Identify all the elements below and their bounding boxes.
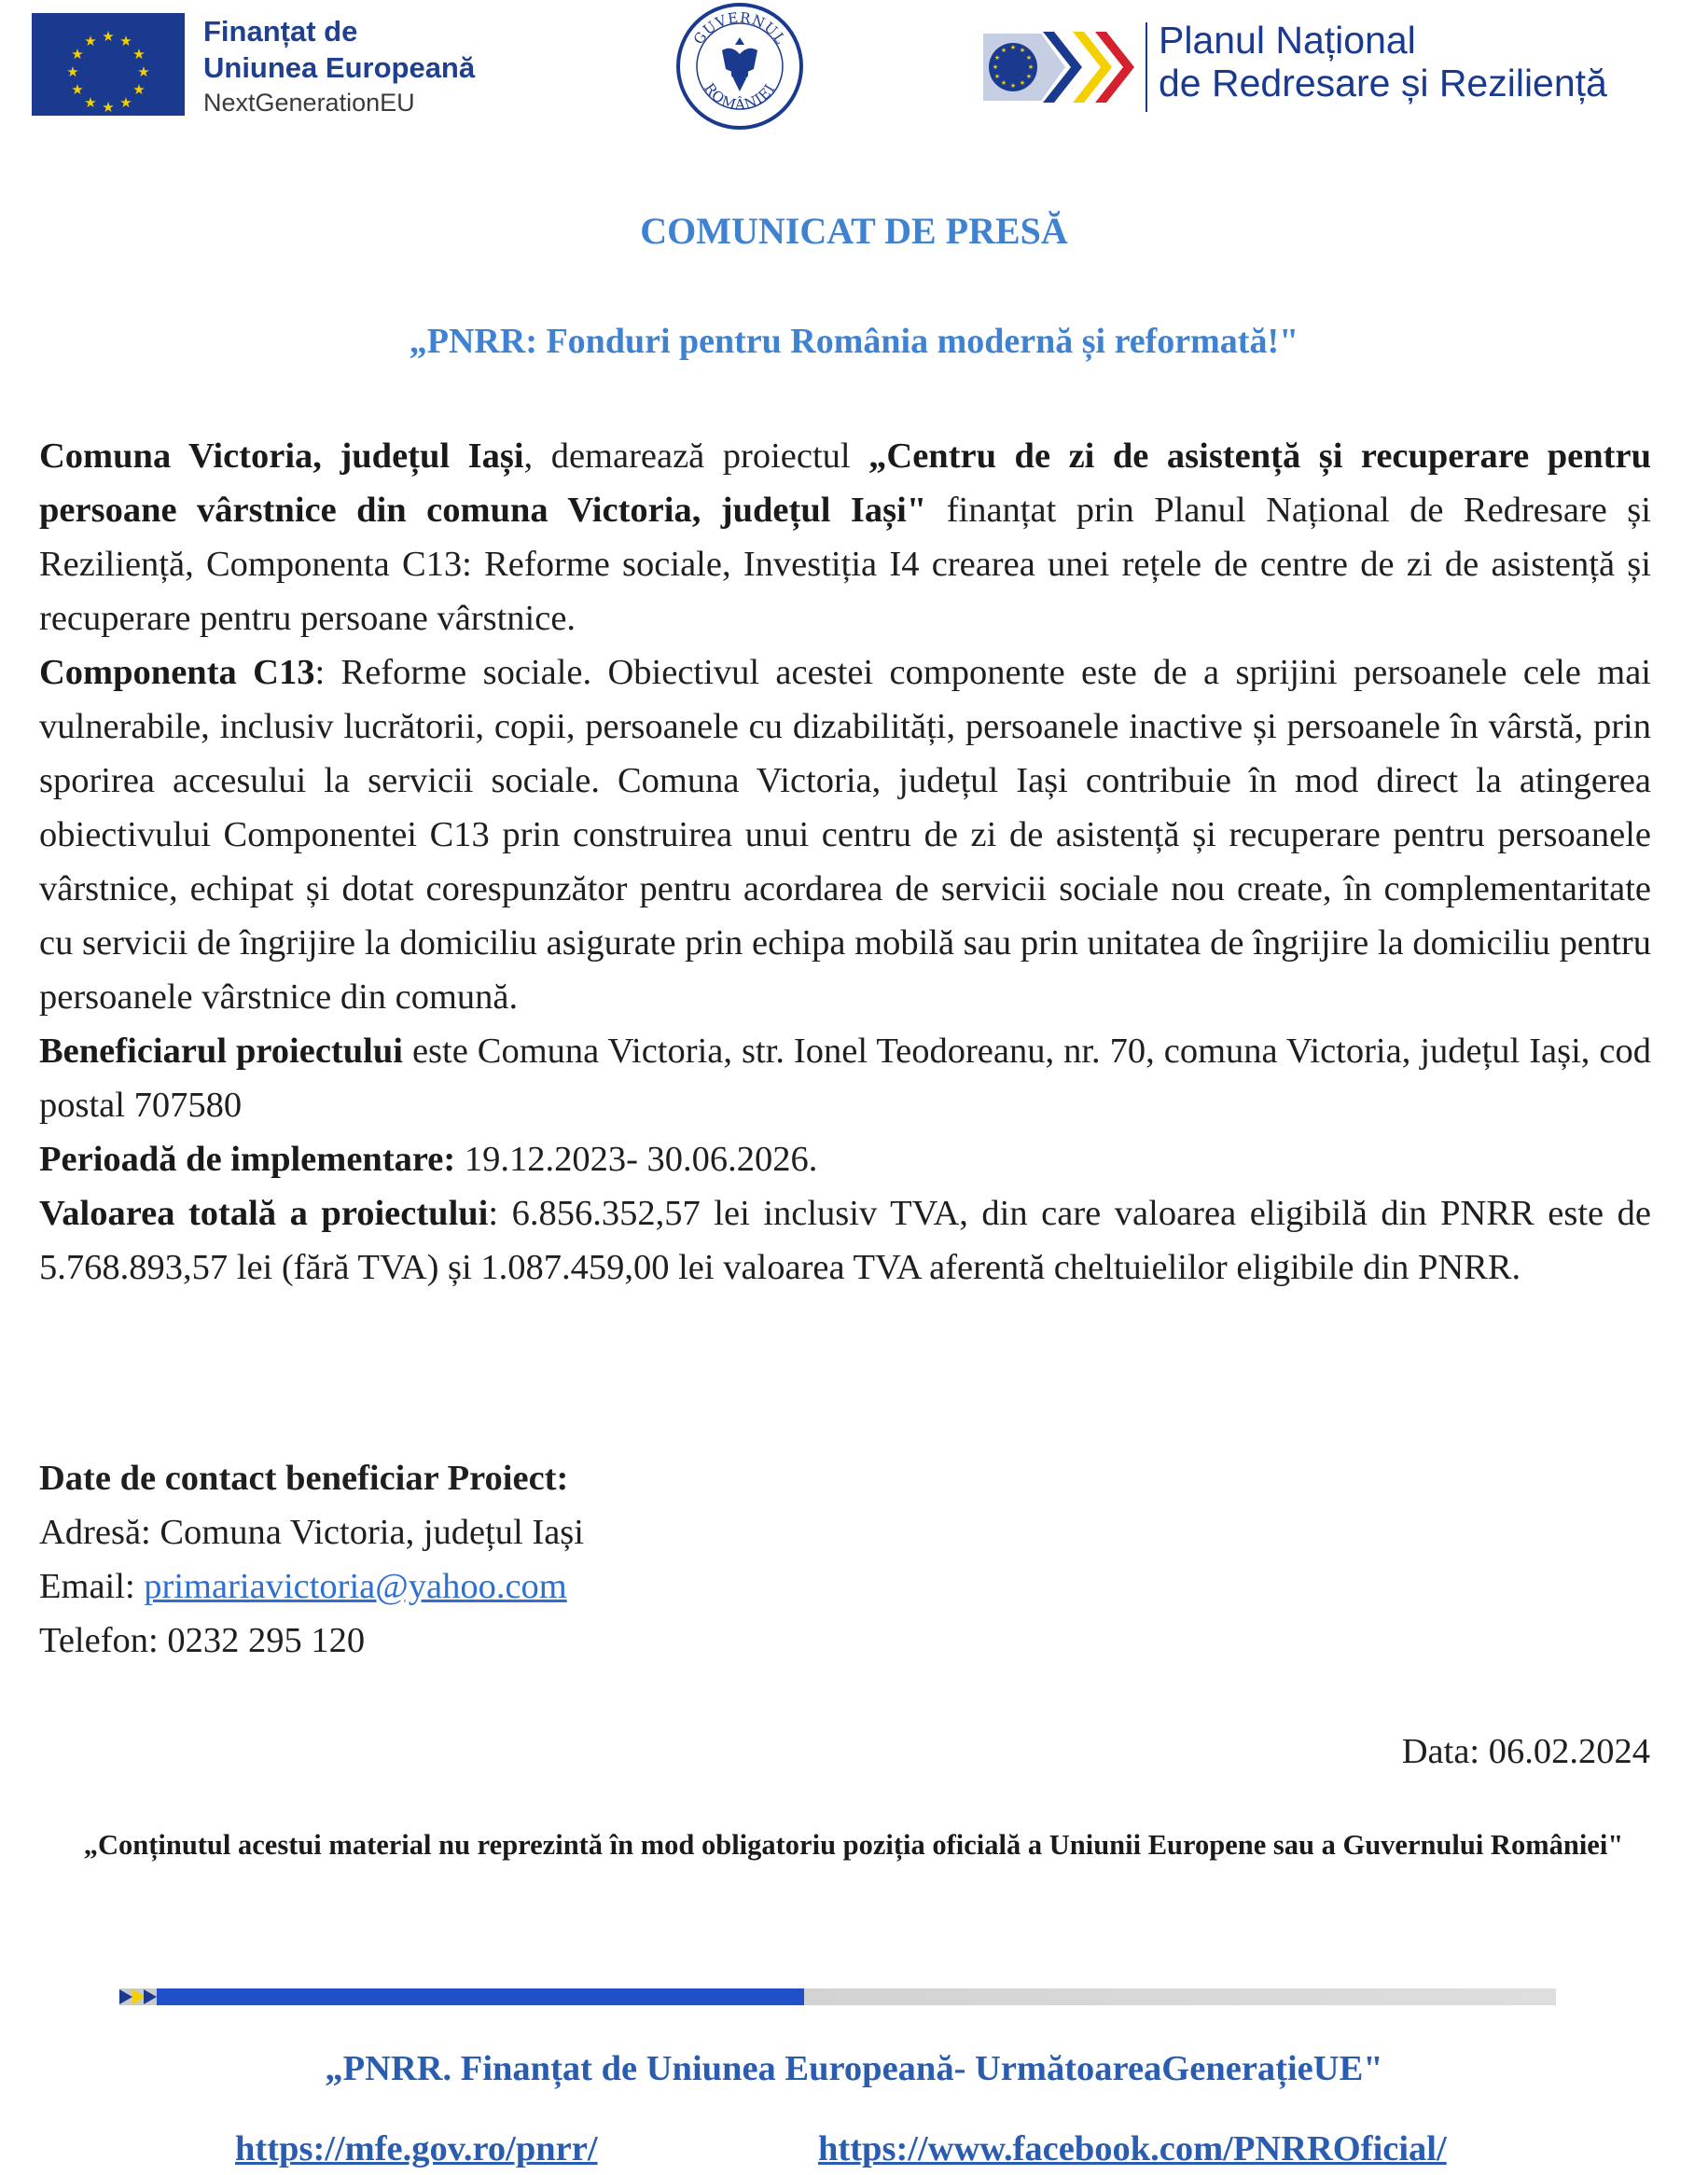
svg-text:★: ★	[1009, 82, 1017, 90]
svg-text:★: ★	[71, 81, 84, 98]
eu-funding-logo	[32, 13, 517, 118]
svg-text:★: ★	[992, 63, 999, 71]
eu-logo-line2: Uniunea Europeană	[203, 51, 476, 84]
seal-bottom-text: ROMÂNIEI	[701, 79, 779, 114]
value-paragraph	[39, 1186, 1651, 1295]
seal-top-text: GUVERNUL	[689, 8, 790, 48]
svg-text:★: ★	[102, 99, 115, 116]
beneficiary-text: este Comuna Victoria, str. Ionel Teodoreanu, nr. 70, comuna Victoria, județul Iași, cod postal 707580	[39, 1032, 1651, 1125]
svg-text:★: ★	[1025, 73, 1033, 80]
svg-text:★: ★	[137, 63, 150, 80]
svg-text:★: ★	[1000, 47, 1007, 54]
intro-project-name: „Centru de zi de asistență și recuperare pentru persoane vârstnice din comuna Victoria, județul Iași"	[39, 436, 1651, 530]
value-label: Valoarea totală a proiectului	[39, 1194, 489, 1233]
svg-text:★: ★	[119, 33, 132, 49]
contact-section	[39, 1451, 879, 1668]
svg-text:★: ★	[84, 33, 97, 49]
period-text: 19.12.2023- 30.06.2026.	[455, 1140, 818, 1179]
footer-progress-bar-graphic	[119, 1979, 1556, 2015]
contact-address: Adresă: Comuna Victoria, județul Iași	[39, 1513, 584, 1552]
contact-phone: Telefon: 0232 295 120	[39, 1621, 366, 1660]
eu-logo-line3: NextGenerationEU	[203, 89, 415, 117]
press-release-body	[39, 429, 1651, 1295]
contact-heading: Date de contact beneficiar Proiect:	[39, 1459, 569, 1498]
svg-text:★: ★	[1025, 54, 1033, 62]
intro-text2: finanțat prin Planul Național de Redresare și Reziliență, Componenta C13: Reforme sociale, Investiția I4 crearea unei rețele de centre de zi de asistență și recuperare pentru persoane vârstnice.	[39, 491, 1651, 638]
value-text: : 6.856.352,57 lei inclusiv TVA, din care valoarea eligibilă din PNRR este de 5.768.893,57 lei (fără TVA) și 1.087.459,00 lei valoarea TVA aferentă cheltuielilor eligibile din PNRR.	[39, 1194, 1651, 1287]
period-label: Perioadă de implementare:	[39, 1140, 456, 1179]
document-subtitle: „PNRR: Fonduri pentru România modernă și reformată!"	[409, 322, 1299, 361]
pnrr-logo-divider	[1146, 22, 1147, 112]
contact-email-link[interactable]: primariavictoria@yahoo.com	[144, 1567, 567, 1606]
svg-text:★: ★	[102, 28, 115, 45]
pnrr-logo-text	[1159, 19, 1607, 104]
svg-text:★: ★	[132, 81, 146, 98]
footer-link-mfe[interactable]: https://mfe.gov.ro/pnrr/	[235, 2129, 598, 2168]
footer-slogan: „PNRR. Finanțat de Uniunea Europeană- UrmătoareaGenerațieUE"	[325, 2049, 1383, 2088]
document-title: COMUNICAT DE PRESĂ	[640, 210, 1068, 252]
pnrr-logo-line2: de Redresare și Reziliență	[1159, 62, 1607, 104]
svg-text:★: ★	[1000, 79, 1007, 87]
period-paragraph	[39, 1132, 1651, 1186]
beneficiary-label: Beneficiarul proiectului	[39, 1032, 403, 1071]
disclaimer-text: „Conținutul acestui material nu reprezintă în mod obligatoriu poziția oficială a Uniunii Europene sau a Guvernului României"	[83, 1829, 1624, 1861]
svg-text:★: ★	[84, 94, 97, 111]
svg-text:★: ★	[119, 94, 132, 111]
svg-text:★: ★	[993, 73, 1001, 80]
svg-text:★: ★	[993, 54, 1001, 62]
contact-email-row	[39, 1559, 879, 1614]
svg-text:★: ★	[1019, 79, 1026, 87]
component-paragraph	[39, 645, 1651, 1024]
component-label: Componenta C13	[39, 653, 315, 692]
government-seal-icon	[675, 2, 804, 131]
svg-text:★: ★	[1009, 44, 1017, 51]
svg-text:★: ★	[1027, 63, 1035, 71]
pnrr-logo-line1: Planul Național	[1159, 19, 1416, 62]
intro-beneficiary: Comuna Victoria, județul Iași	[39, 436, 524, 476]
svg-text:★: ★	[71, 46, 84, 62]
component-text: : Reforme sociale. Obiectivul acestei componente este de a sprijini persoanele cele mai vulnerabile, inclusiv lucrătorii, copii, persoanele cu dizabilități, persoanele inactive și persoanele în vârstă, prin sporirea accesului la servicii sociale. Comuna Victoria, județul Iași contribuie în mod direct la atingerea obiectivului Componentei C13 prin construirea unui centru de zi de asistență și recuperare pentru persoanele vârstnice, echipat și dotat corespunzător pentru acordarea de servicii sociale nou create, în complementaritate cu servicii de îngrijire la domiciliu asigurate prin echipa mobilă sau prin unitatea de îngrijire la domiciliu pentru persoanele vârstnice din comună.	[39, 653, 1651, 1017]
beneficiary-paragraph	[39, 1024, 1651, 1132]
eu-flag-icon	[32, 13, 185, 116]
eu-logo-line1: Finanțat de	[203, 15, 358, 48]
intro-text1: , demarează proiectul	[523, 436, 869, 476]
svg-text:★: ★	[66, 63, 79, 80]
footer-link-facebook[interactable]: https://www.facebook.com/PNRROficial/	[818, 2129, 1447, 2168]
pnrr-logo	[976, 19, 1666, 121]
contact-email-label: Email:	[39, 1567, 145, 1606]
intro-paragraph	[39, 429, 1651, 645]
pnrr-arrow-icon	[976, 22, 1134, 112]
eu-logo-text	[203, 13, 475, 119]
svg-text:★: ★	[1019, 47, 1026, 54]
svg-text:★: ★	[132, 46, 146, 62]
document-date: Data: 06.02.2024	[1401, 1732, 1650, 1771]
